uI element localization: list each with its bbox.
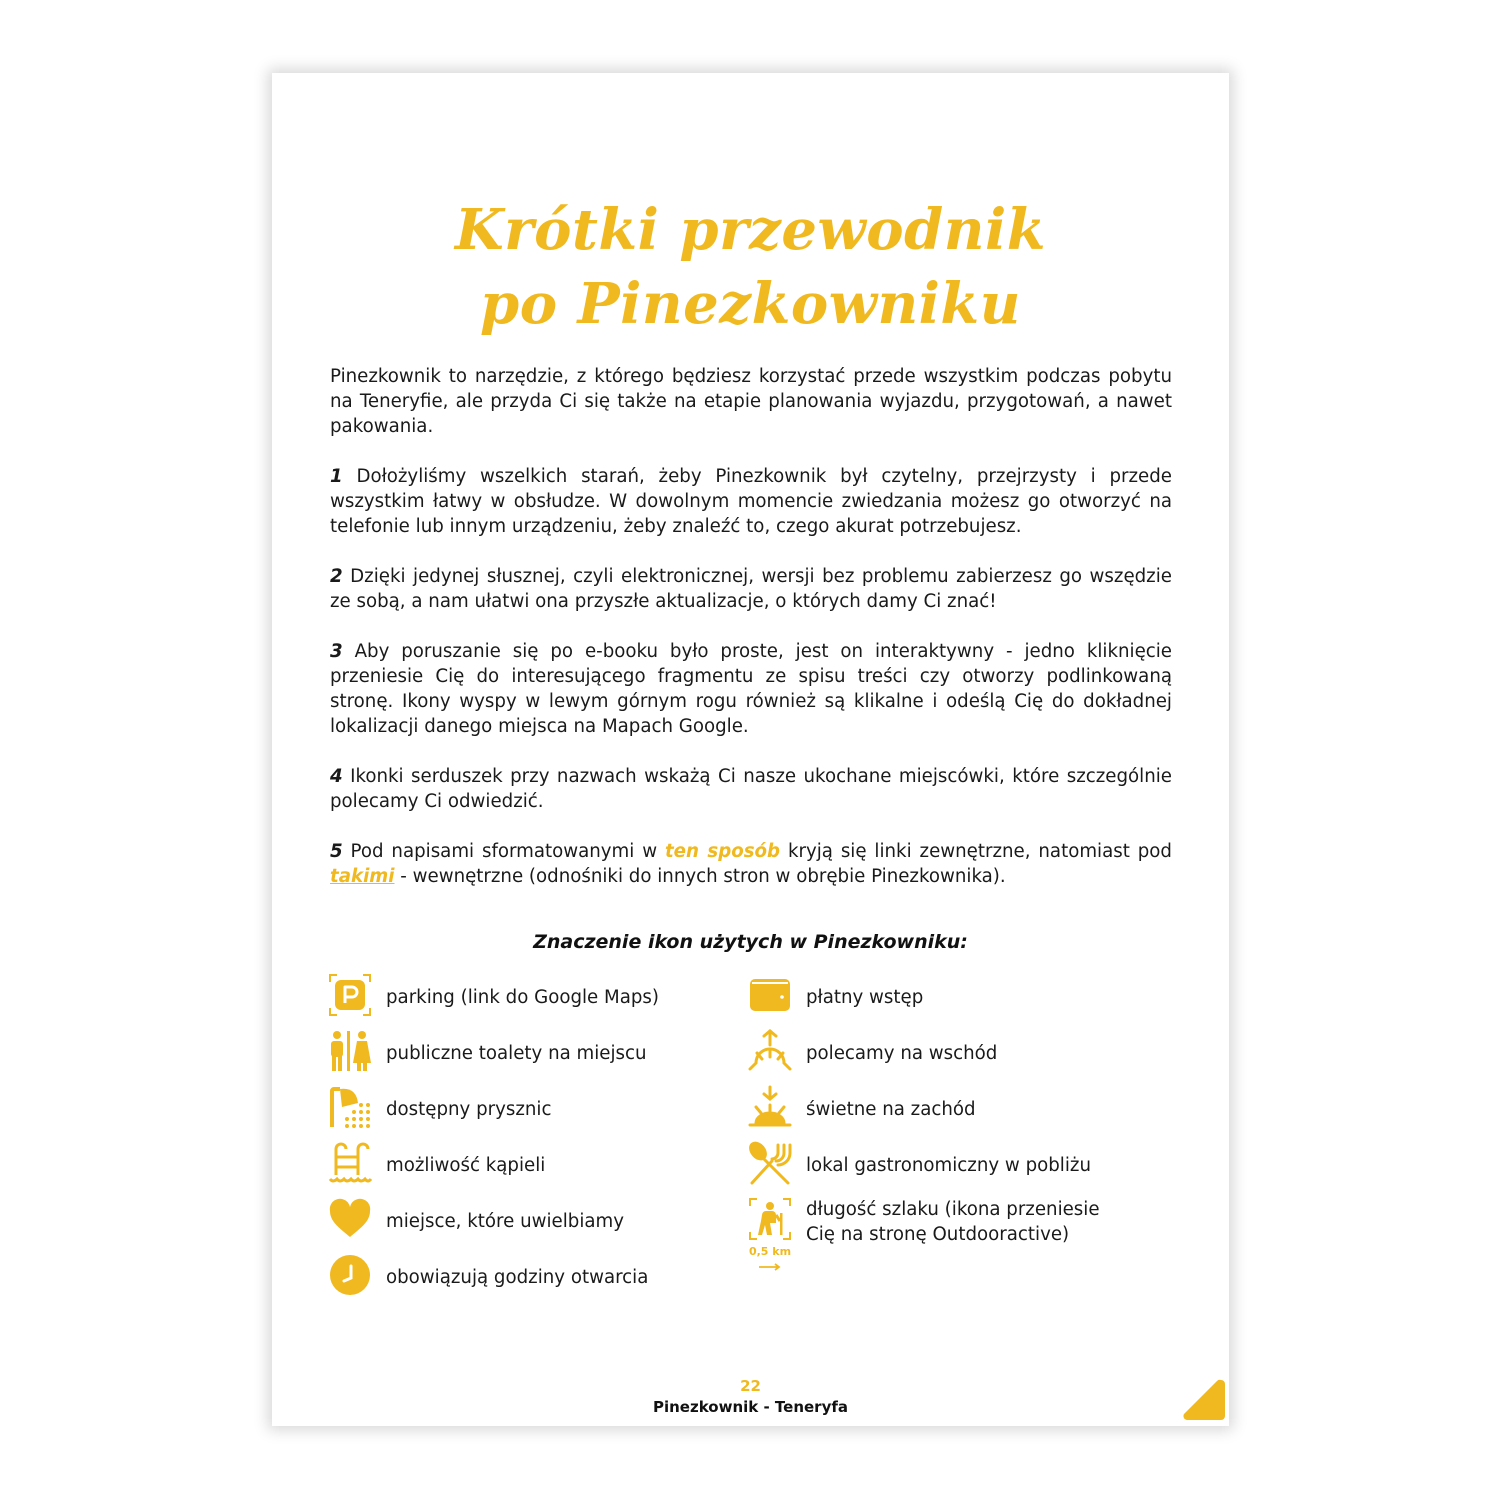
page-title (272, 193, 1229, 341)
legend-item-paid-entry (748, 973, 1168, 1029)
legend-label: dostępny prysznic (386, 1099, 552, 1120)
heart-icon (328, 1197, 372, 1241)
sunrise-icon (748, 1029, 792, 1073)
point-text: Ikonki serduszek przy nazwach wskażą Ci nasze ukochane miejscówki, które szczególnie polecamy Ci odwiedzić. (330, 766, 1172, 812)
parking-icon (328, 973, 372, 1017)
document-page (272, 73, 1229, 1426)
legend-item-gastronomy (748, 1141, 1168, 1197)
wallet-icon (748, 973, 792, 1017)
point-number: 3 (330, 641, 343, 662)
page-number: 22 (740, 1377, 761, 1395)
point-5 (330, 839, 1172, 889)
page-corner-decoration (1181, 1378, 1225, 1422)
point-1 (330, 464, 1172, 539)
swimming-ladder-icon (328, 1141, 372, 1185)
point-3 (330, 639, 1172, 739)
hiker-icon[interactable] (748, 1197, 792, 1258)
legend-label: świetne na zachód (806, 1099, 976, 1120)
point-4 (330, 764, 1172, 814)
title-line-1: Krótki przewodnik (454, 197, 1047, 263)
legend-label: długość szlaku (ikona przeniesie Cię na stronę Outdooractive) (806, 1199, 1100, 1245)
footer-title: Pinezkownik - Teneryfa (652, 1398, 848, 1416)
toilets-icon (328, 1029, 372, 1073)
legend-label: możliwość kąpieli (386, 1155, 546, 1176)
point-text: Dołożyliśmy wszelkich starań, żeby Pinezkownik był czytelny, przejrzysty i przede wszystkim łatwy w obsłudze. W dowolnym momencie zwiedzania możesz go otworzyć na telefonie lub innym urządzeniu, żeby znaleźć to, czego akurat potrzebujesz. (330, 466, 1172, 537)
legend-item-swimming (328, 1141, 728, 1197)
intro-text: Pinezkownik to narzędzie, z którego będziesz korzystać przede wszystkim podczas pobytu na Teneryfie, ale przyda Ci się także na etapie planowania wyjazdu, przygotowań, a nawet pakowania. (330, 366, 1172, 437)
internal-link-example[interactable]: takimi (330, 866, 395, 887)
point-text: Dzięki jedynej słusznej, czyli elektronicznej, wersji bez problemu zabierzesz go wszędzie ze sobą, a nam ułatwi ona przyszłe aktualizacje, o których damy Ci znać! (330, 566, 1172, 612)
legend-item-toilets (328, 1029, 728, 1085)
sunset-icon (748, 1085, 792, 1129)
fork-spoon-icon (748, 1141, 792, 1185)
point-number: 4 (330, 766, 343, 787)
point-text-c: - wewnętrzne (odnośniki do innych stron w obrębie Pinezkownika). (400, 866, 1006, 887)
legend-label: miejsce, które uwielbiamy (386, 1211, 625, 1232)
legend-label: lokal gastronomiczny w pobliżu (806, 1155, 1091, 1176)
legend-left-column (328, 973, 728, 1309)
legend-item-shower (328, 1085, 728, 1141)
arrow-right-icon (758, 1263, 782, 1271)
legend-item-heart (328, 1197, 728, 1253)
legend-item-trail (748, 1197, 1168, 1287)
legend-item-sunrise (748, 1029, 1168, 1085)
point-number: 2 (330, 566, 343, 587)
point-2 (330, 564, 1172, 614)
trail-distance: 0,5 km (748, 1245, 792, 1258)
point-text: Aby poruszanie się po e-booku było proste, jest on interaktywny - jedno kliknięcie przeniesie Cię do interesującego fragmentu ze spisu treści czy otworzy podlinkowaną stronę. Ikony wyspy w lewym górnym rogu również są klikalne i odeślą Cię do dokładnej lokalizacji danego miejsca na Mapach Google. (330, 641, 1172, 737)
legend-title: Znaczenie ikon użytych w Pinezkowniku: (533, 931, 968, 953)
legend-label: parking (link do Google Maps) (386, 987, 659, 1008)
legend-item-parking (328, 973, 728, 1029)
clock-icon (328, 1253, 372, 1297)
legend-label: publiczne toalety na miejscu (386, 1043, 647, 1064)
intro-paragraph (330, 364, 1172, 439)
external-link-example[interactable]: ten sposób (664, 841, 781, 862)
legend-item-clock (328, 1253, 728, 1309)
legend-label: płatny wstęp (806, 987, 924, 1008)
shower-icon (328, 1085, 372, 1129)
point-text-b: kryją się linki zewnętrzne, natomiast pod (787, 841, 1172, 862)
legend-item-sunset (748, 1085, 1168, 1141)
point-number: 1 (330, 466, 343, 487)
legend-label: polecamy na wschód (806, 1043, 998, 1064)
point-text-a: Pod napisami sformatowanymi w (350, 841, 658, 862)
point-number: 5 (330, 841, 343, 862)
legend-right-column (748, 973, 1168, 1287)
legend-label: obowiązują godziny otwarcia (386, 1267, 649, 1288)
title-line-2: po Pinezkowniku (480, 271, 1021, 337)
